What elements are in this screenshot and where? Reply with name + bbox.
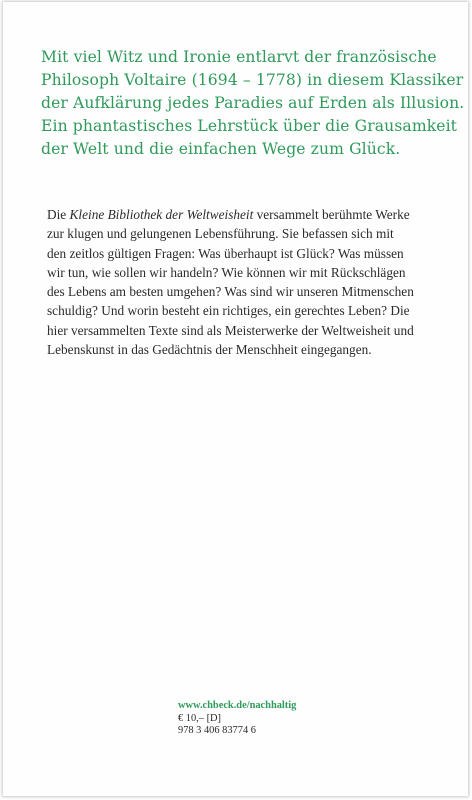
description-line <box>47 205 457 224</box>
description-line: zur klugen und gelungenen Lebensführung. Sie befassen sich mit <box>47 226 394 242</box>
series-title: Kleine Bibliothek der Weltweisheit <box>69 207 254 222</box>
description-line: wir tun, wie sollen wir handeln? Wie können wir mit Rückschlägen <box>47 264 406 280</box>
blurb-text <box>41 46 465 161</box>
description-suffix: versammelt berühmte Werke <box>253 207 410 222</box>
description-line: schuldig? Und worin besteht ein richtiges, ein gerechtes Leben? Die <box>47 303 410 319</box>
description-prefix: Die <box>47 207 70 222</box>
description-line: Lebenskunst in das Gedächtnis der Menschheit eingegangen. <box>47 342 372 358</box>
blurb-line: Philosoph Voltaire (1694 – 1778) in diesem Klassiker <box>41 71 464 89</box>
blurb-line: Ein phantastisches Lehrstück über die Grausamkeit <box>41 117 458 135</box>
book-back-cover <box>3 2 468 796</box>
blurb-line: Mit viel Witz und Ironie entlarvt der französische <box>41 48 437 66</box>
description-line: den zeitlos gültigen Fragen: Was überhaupt ist Glück? Was müssen <box>47 245 404 261</box>
publisher-url: www.chbeck.de/nachhaltig <box>178 700 297 711</box>
blurb-line: der Aufklärung jedes Paradies auf Erden als Illusion. <box>41 94 465 112</box>
imprint-block <box>178 700 378 738</box>
isbn-number: 978 3 406 83774 6 <box>178 725 256 737</box>
blurb-line: der Welt und die einfachen Wege zum Glück. <box>41 140 401 158</box>
description-line: des Lebens am besten umgehen? Was sind wir unseren Mitmenschen <box>47 284 414 300</box>
series-description <box>47 205 457 359</box>
description-line: hier versammelten Texte sind als Meisterwerke der Weltweisheit und <box>47 322 414 338</box>
price-label: € 10,– [D] <box>178 712 221 724</box>
